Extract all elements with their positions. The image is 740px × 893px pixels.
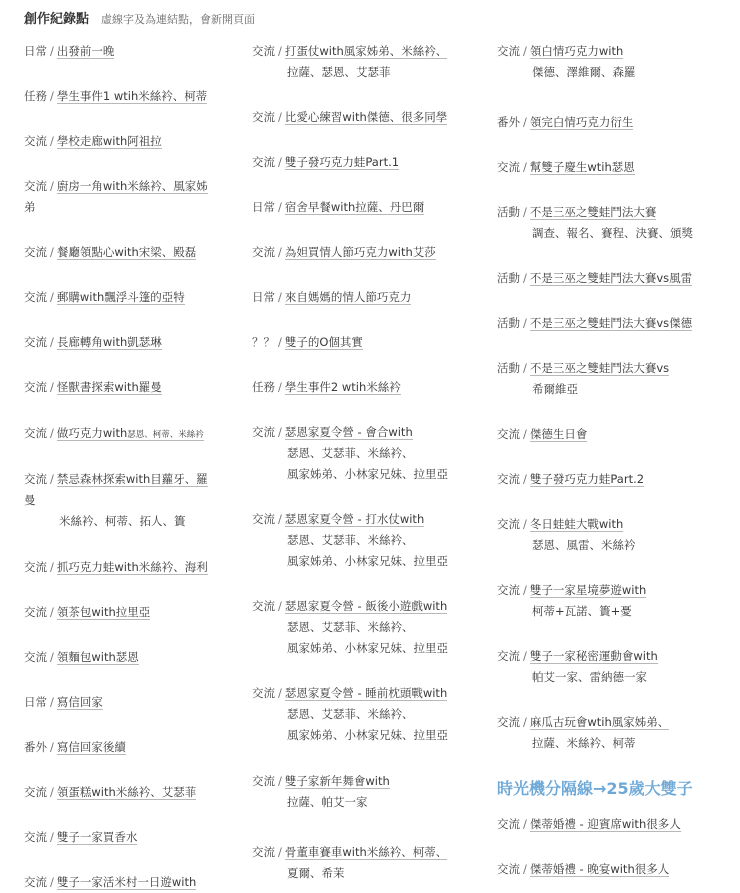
entry-category: 交流 xyxy=(24,875,47,889)
entry-category: 交流 xyxy=(497,715,520,729)
entry-category: 交流 xyxy=(24,426,47,440)
entry-link[interactable]: 長廊轉角with凱瑟琳 xyxy=(56,335,162,349)
record-entry xyxy=(252,197,424,218)
record-entry xyxy=(497,112,633,133)
entry-separator: / xyxy=(278,335,282,349)
entry-participants-2: 風家姊弟、小林家兄妹、拉里亞 xyxy=(287,641,448,655)
record-entry xyxy=(252,422,448,485)
record-entry xyxy=(497,202,693,244)
entry-participants: 夏爾、希茉 xyxy=(287,866,345,880)
entry-line xyxy=(24,692,103,713)
entry-line xyxy=(252,332,363,353)
entry-separator: / xyxy=(278,110,282,124)
entry-text-continued: 曼 xyxy=(24,493,36,507)
entry-separator: / xyxy=(278,245,282,259)
entry-category: 交流 xyxy=(497,427,520,441)
entry-line xyxy=(497,41,636,62)
record-entry xyxy=(24,782,196,803)
entry-participants: 調查、報名、賽程、決賽、頒獎 xyxy=(532,226,693,240)
record-entry xyxy=(24,377,162,398)
entry-link[interactable]: 抓巧克力蛙with米絲衿、海利 xyxy=(56,560,208,574)
entry-line xyxy=(497,859,669,880)
record-entry xyxy=(497,424,587,445)
record-entry xyxy=(24,423,204,446)
entry-line xyxy=(252,842,447,863)
entry-separator: / xyxy=(278,200,282,214)
entry-line xyxy=(24,287,185,308)
entry-separator: / xyxy=(278,290,282,304)
entry-line xyxy=(24,782,196,803)
entry-category: 交流 xyxy=(497,817,520,831)
entry-category: 任務 xyxy=(24,89,47,103)
entry-category: 交流 xyxy=(497,472,520,486)
entry-link[interactable]: 不是三巫之雙蛙鬥法大賽vs xyxy=(529,361,670,375)
entry-separator: / xyxy=(523,583,527,597)
entry-link[interactable]: 領麵包with瑟恩 xyxy=(56,650,139,664)
record-entry xyxy=(24,131,162,152)
entry-line-continued xyxy=(24,490,208,511)
entry-category: 交流 xyxy=(24,830,47,844)
entry-line xyxy=(497,202,693,223)
entry-category: 交流 xyxy=(252,110,275,124)
entry-separator: / xyxy=(50,44,54,58)
entry-participants-2: 風家姊弟、小林家兄妹、拉里亞 xyxy=(287,554,448,568)
entry-separator: / xyxy=(523,361,527,375)
record-entry xyxy=(497,268,692,289)
entry-line xyxy=(252,377,401,398)
entry-link[interactable]: 學生事件2 wtih米絲衿 xyxy=(284,380,401,394)
entry-separator: / xyxy=(50,380,54,394)
entry-category: 交流 xyxy=(24,472,47,486)
entry-line xyxy=(497,157,635,178)
entry-separator: / xyxy=(50,179,54,193)
entry-separator: / xyxy=(278,599,282,613)
entry-line xyxy=(24,647,139,668)
record-entry xyxy=(497,814,681,835)
entry-separator: / xyxy=(50,740,54,754)
entry-link-small: 瑟恩、柯蒂、米絲衿 xyxy=(127,430,204,440)
entry-line xyxy=(252,242,436,263)
entry-separator: / xyxy=(278,44,282,58)
record-entry xyxy=(497,157,635,178)
entry-participants: 柯蒂+瓦諾、簣+憂 xyxy=(532,604,632,618)
entry-category: 任務 xyxy=(252,380,275,394)
record-entry xyxy=(252,771,390,813)
entry-participants: 拉薩、米絲衿、柯蒂 xyxy=(532,736,636,750)
entry-line xyxy=(252,422,448,443)
entry-separator: / xyxy=(278,774,282,788)
page-header xyxy=(24,8,255,26)
entry-link[interactable]: 雙子的O個其實 xyxy=(284,335,363,349)
entry-category: 交流 xyxy=(24,380,47,394)
entry-participants: 拉薩、瑟恩、艾瑟菲 xyxy=(287,65,391,79)
entry-line xyxy=(24,423,204,446)
entry-line xyxy=(497,424,587,445)
entry-separator: / xyxy=(50,560,54,574)
entry-line xyxy=(24,827,137,848)
entry-category: 交流 xyxy=(252,512,275,526)
entry-line xyxy=(497,814,681,835)
entry-link[interactable]: 學生事件1 wtih米絲衿、柯蒂 xyxy=(56,89,208,103)
entry-line xyxy=(252,107,447,128)
entry-separator: / xyxy=(50,335,54,349)
page-title: 創作紀錄點 xyxy=(24,12,90,27)
entry-separator: / xyxy=(278,845,282,859)
entry-separator: / xyxy=(50,134,54,148)
entry-category: 交流 xyxy=(24,134,47,148)
entry-link[interactable]: 瑟恩家夏令營 - 打水仗with xyxy=(284,512,425,526)
entry-category: 交流 xyxy=(252,599,275,613)
entry-category: 活動 xyxy=(497,361,520,375)
entry-line xyxy=(252,197,424,218)
record-entry xyxy=(252,107,447,128)
entry-separator: / xyxy=(50,426,54,440)
entry-category: 交流 xyxy=(24,785,47,799)
entry-separator: / xyxy=(278,380,282,394)
entry-line xyxy=(497,358,669,379)
entry-link[interactable]: 骨董車賽車with米絲衿、柯蒂、 xyxy=(284,845,448,859)
entry-category: ？？ xyxy=(252,335,275,349)
entry-separator: / xyxy=(50,245,54,259)
record-entry xyxy=(252,509,448,572)
entry-participants: 瑟恩、艾瑟菲、米絲衿、 xyxy=(287,707,414,721)
entry-line xyxy=(252,152,399,173)
entry-line xyxy=(252,596,448,617)
record-entry xyxy=(497,41,636,83)
entry-category: 日常 xyxy=(24,44,47,58)
record-entry xyxy=(497,358,669,400)
entry-separator: / xyxy=(523,316,527,330)
entry-line xyxy=(24,557,208,578)
record-entry xyxy=(24,469,208,532)
entry-separator: / xyxy=(523,160,527,174)
entry-category: 交流 xyxy=(497,160,520,174)
entry-category: 交流 xyxy=(252,44,275,58)
record-entry xyxy=(24,287,185,308)
entry-line xyxy=(252,509,448,530)
record-entry xyxy=(497,859,669,880)
entry-separator: / xyxy=(523,205,527,219)
entry-line xyxy=(497,313,692,334)
entry-category: 交流 xyxy=(497,583,520,597)
entry-link[interactable]: 雙子發巧克力蛙Part.1 xyxy=(284,155,400,169)
entry-link[interactable]: 雙子一家星境夢遊with xyxy=(529,583,647,597)
record-entry xyxy=(252,41,447,83)
entry-link[interactable]: 瑟恩家夏令營 - 睡前枕頭戰with xyxy=(284,686,448,700)
entry-link[interactable]: 打蛋仗with風家姊弟、米絲衿、 xyxy=(284,44,448,58)
entry-category: 日常 xyxy=(252,290,275,304)
entry-link[interactable]: 瑟恩家夏令營 - 飯後小遊戲with xyxy=(284,599,448,613)
entry-category: 交流 xyxy=(497,517,520,531)
entry-separator: / xyxy=(50,89,54,103)
entry-category: 番外 xyxy=(24,740,47,754)
entry-separator: / xyxy=(50,605,54,619)
record-entry xyxy=(24,41,114,62)
entry-line xyxy=(24,469,208,490)
entry-separator: / xyxy=(523,817,527,831)
entry-link[interactable]: 雙子一家秘密運動會with xyxy=(529,649,658,663)
entry-link[interactable]: 禁忌森林探索with目蘿牙、羅 xyxy=(56,472,208,486)
entry-link[interactable]: 雙子一家活米村一日遊with xyxy=(56,875,197,889)
entry-category: 交流 xyxy=(24,335,47,349)
record-entry xyxy=(497,514,636,556)
entry-separator: / xyxy=(523,115,527,129)
entry-category: 活動 xyxy=(497,205,520,219)
entry-category: 交流 xyxy=(252,245,275,259)
entry-category: 交流 xyxy=(497,44,520,58)
entry-line xyxy=(252,771,390,792)
entry-category: 交流 xyxy=(497,862,520,876)
record-entry xyxy=(497,469,644,490)
entry-separator: / xyxy=(278,155,282,169)
entry-category: 交流 xyxy=(252,425,275,439)
entry-link[interactable]: 瑟恩家夏令營 - 會合with xyxy=(284,425,413,439)
entry-link[interactable]: 寫信回家後續 xyxy=(56,740,126,754)
entry-line xyxy=(24,602,150,623)
record-entry xyxy=(497,646,658,688)
entry-link[interactable]: 怪獸書探索with羅曼 xyxy=(56,380,162,394)
record-entry xyxy=(24,692,103,713)
entry-separator: / xyxy=(50,875,54,889)
entry-separator: / xyxy=(523,472,527,486)
entry-category: 交流 xyxy=(252,686,275,700)
entry-link[interactable]: 領蛋糕with米絲衿、艾瑟菲 xyxy=(56,785,197,799)
entry-separator: / xyxy=(50,830,54,844)
entry-category: 番外 xyxy=(497,115,520,129)
entry-separator: / xyxy=(523,271,527,285)
entry-separator: / xyxy=(50,472,54,486)
entry-link[interactable]: 不是三巫之雙蛙鬥法大賽 xyxy=(529,205,657,219)
entry-link[interactable]: 來自媽媽的情人節巧克力 xyxy=(284,290,412,304)
entry-participants: 拉薩、帕艾一家 xyxy=(287,795,368,809)
record-entry xyxy=(24,242,196,263)
entry-category: 交流 xyxy=(497,649,520,663)
record-entry xyxy=(252,152,399,173)
entry-separator: / xyxy=(50,650,54,664)
entry-line xyxy=(24,131,162,152)
entry-link[interactable]: 為妲買情人節巧克力with艾莎 xyxy=(284,245,436,259)
entry-line xyxy=(497,469,644,490)
entry-participants: 瑟恩、艾瑟菲、米絲衿、 xyxy=(287,446,414,460)
entry-line xyxy=(497,712,669,733)
entry-link[interactable]: 寫信回家 xyxy=(56,695,103,709)
entry-category: 交流 xyxy=(24,179,47,193)
entry-line xyxy=(24,242,196,263)
record-entry xyxy=(24,557,208,578)
entry-link[interactable]: 廚房一角with米絲衿、風家姊 xyxy=(56,179,208,193)
record-entry xyxy=(24,602,150,623)
record-entry xyxy=(252,842,447,884)
header-note: 虛線字及為連結點，會新開頁面 xyxy=(101,13,256,26)
entry-separator: / xyxy=(278,686,282,700)
entry-line xyxy=(252,287,411,308)
entry-category: 活動 xyxy=(497,316,520,330)
entry-line xyxy=(497,112,633,133)
entry-category: 交流 xyxy=(24,605,47,619)
record-entry xyxy=(252,332,363,353)
entry-line xyxy=(24,86,207,107)
record-entry xyxy=(252,596,448,659)
record-entry xyxy=(24,332,162,353)
entry-separator: / xyxy=(50,785,54,799)
record-entry xyxy=(24,872,196,893)
entry-participants: 希爾維亞 xyxy=(532,382,578,396)
entry-link[interactable]: 領茶包with拉里亞 xyxy=(56,605,151,619)
entry-link[interactable]: 比愛心練習with傑德、很多同學 xyxy=(284,110,448,124)
entry-line xyxy=(497,646,658,667)
entry-category: 交流 xyxy=(24,560,47,574)
entry-separator: / xyxy=(278,512,282,526)
entry-participants: 瑟恩、艾瑟菲、米絲衿、 xyxy=(287,533,414,547)
record-entry xyxy=(24,86,207,107)
record-entry xyxy=(497,712,669,754)
entry-link[interactable]: 宿舍早餐with拉薩、丹巴爾 xyxy=(284,200,425,214)
record-entry xyxy=(252,287,411,308)
entry-link[interactable]: 雙子一家買香水 xyxy=(56,830,138,844)
entry-separator: / xyxy=(523,862,527,876)
entry-category: 交流 xyxy=(24,650,47,664)
entry-line xyxy=(252,41,447,62)
entry-link[interactable]: 雙子發巧克力蛙Part.2 xyxy=(529,472,645,486)
entry-line xyxy=(24,377,162,398)
entry-line xyxy=(24,332,162,353)
entry-link[interactable]: 出發前一晚 xyxy=(56,44,115,58)
entry-participants-2: 風家姊弟、小林家兄妹、拉里亞 xyxy=(287,728,448,742)
entry-participants: 帕艾一家、雷納德一家 xyxy=(532,670,647,684)
entry-category: 交流 xyxy=(24,290,47,304)
entry-link[interactable]: 學校走廊with阿祖拉 xyxy=(56,134,162,148)
record-entry xyxy=(24,647,139,668)
entry-participants: 瑟恩、風雷、米絲衿 xyxy=(532,538,636,552)
entry-link[interactable]: 郵購with飄浮斗篷的亞特 xyxy=(56,290,185,304)
record-entry xyxy=(252,377,401,398)
entry-separator: / xyxy=(523,427,527,441)
entry-category: 交流 xyxy=(252,155,275,169)
entry-separator: / xyxy=(523,44,527,58)
record-entry xyxy=(24,737,126,758)
entry-participants-2: 風家姊弟、小林家兄妹、拉里亞 xyxy=(287,467,448,481)
entry-link[interactable]: 領完白情巧克力衍生 xyxy=(529,115,634,129)
entry-participants: 瑟恩、艾瑟菲、米絲衿、 xyxy=(287,620,414,634)
entry-category: 交流 xyxy=(252,845,275,859)
entry-link[interactable]: 做巧克力with瑟恩、柯蒂、米絲衿 xyxy=(56,426,204,440)
entry-link[interactable]: 不是三巫之雙蛙鬥法大賽vs風雷 xyxy=(529,271,693,285)
entry-line xyxy=(24,737,126,758)
entry-category: 交流 xyxy=(24,245,47,259)
entry-link[interactable]: 餐廳領點心with宋梁、殿磊 xyxy=(56,245,197,259)
entry-link[interactable]: 傑蒂婚禮 - 晚宴with很多人 xyxy=(529,862,670,876)
record-entry xyxy=(252,683,448,746)
entry-separator: / xyxy=(50,290,54,304)
entry-link[interactable]: 領白情巧克力with xyxy=(529,44,624,58)
entry-link[interactable]: 幫雙子慶生wtih瑟恩 xyxy=(529,160,635,174)
entry-text-continued: 弟 xyxy=(24,200,36,214)
entry-line xyxy=(497,514,636,535)
entry-separator: / xyxy=(278,425,282,439)
entry-category: 活動 xyxy=(497,271,520,285)
record-entry xyxy=(497,313,692,334)
timeline-divider: 時光機分隔線→25歲大雙子 xyxy=(497,779,693,798)
entry-separator: / xyxy=(523,649,527,663)
record-entry xyxy=(24,827,137,848)
entry-link[interactable]: 不是三巫之雙蛙鬥法大賽vs傑德 xyxy=(529,316,693,330)
entry-link[interactable]: 傑蒂婚禮 - 迎賓席with很多人 xyxy=(529,817,681,831)
entry-line xyxy=(24,41,114,62)
entry-link[interactable]: 傑德生日會 xyxy=(529,427,588,441)
entry-line-continued xyxy=(24,197,208,218)
entry-category: 交流 xyxy=(252,774,275,788)
entry-separator: / xyxy=(523,715,527,729)
record-entry xyxy=(252,242,436,263)
entry-link[interactable]: 冬日蛙蛙大戰with xyxy=(529,517,624,531)
record-entry xyxy=(24,176,208,218)
entry-separator: / xyxy=(523,517,527,531)
entry-link[interactable]: 麻瓜古玩會wtih風家姊弟、 xyxy=(529,715,670,729)
entry-participants: 傑德、澤維爾、森羅 xyxy=(532,65,636,79)
entry-line xyxy=(497,268,692,289)
entry-line xyxy=(24,872,196,893)
entry-link[interactable]: 雙子家新年舞會with xyxy=(284,774,390,788)
entry-line xyxy=(252,683,448,704)
entry-category: 日常 xyxy=(24,695,47,709)
entry-separator: / xyxy=(50,695,54,709)
entry-category: 日常 xyxy=(252,200,275,214)
entry-line xyxy=(497,580,646,601)
record-entry xyxy=(497,580,646,622)
entry-line xyxy=(24,176,208,197)
entry-participants: 米絲衿、柯蒂、拓人、簣 xyxy=(59,514,186,528)
